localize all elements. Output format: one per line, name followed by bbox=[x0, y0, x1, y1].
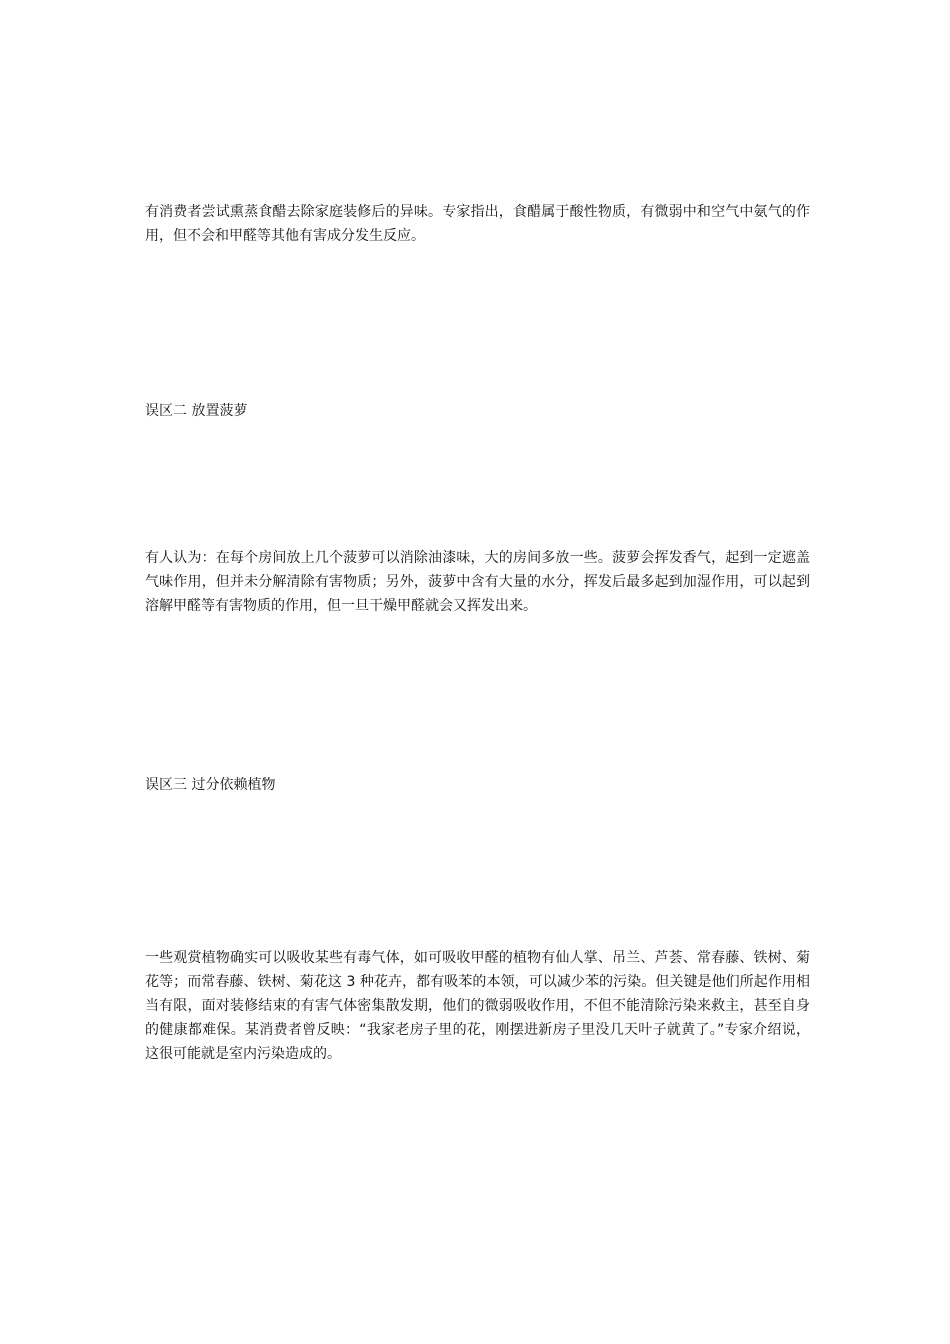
paragraph-pineapple: 有人认为：在每个房间放上几个菠萝可以消除油漆味，大的房间多放一些。菠萝会挥发香气，起到一定遮盖气味作用，但并未分解清除有害物质；另外，菠萝中含有大量的水分，挥发后最多起到加湿作用，可以起到溶解甲醛等有害物质的作用，但一旦干燥甲醛就会又挥发出来。 bbox=[145, 550, 810, 614]
paragraph-vinegar: 有消费者尝试熏蒸食醋去除家庭装修后的异味。专家指出，食醋属于酸性物质，有微弱中和空气中氨气的作用，但不会和甲醛等其他有害成分发生反应。 bbox=[145, 204, 810, 244]
heading-myth-two: 误区二 放置菠萝 bbox=[145, 403, 248, 419]
heading-myth-three: 误区三 过分依赖植物 bbox=[145, 777, 276, 793]
paragraph-plants: 一些观赏植物确实可以吸收某些有毒气体，如可吸收甲醛的植物有仙人掌、吊兰、芦荟、常春藤、铁树、菊花等；而常春藤、铁树、菊花这 3 种花卉，都有吸苯的本领，可以减少苯的污染。但关键是他们所起作用相当有限，面对装修结束的有害气体密集散发期，他们的微弱吸收作用，不但不能清除污染来救主，甚至自身的健康都难保。某消费者曾反映：“我家老房子里的花，刚摆进新房子里没几天叶子就黄了。”专家介绍说，这很可能就是室内污染造成的。 bbox=[145, 950, 810, 1062]
